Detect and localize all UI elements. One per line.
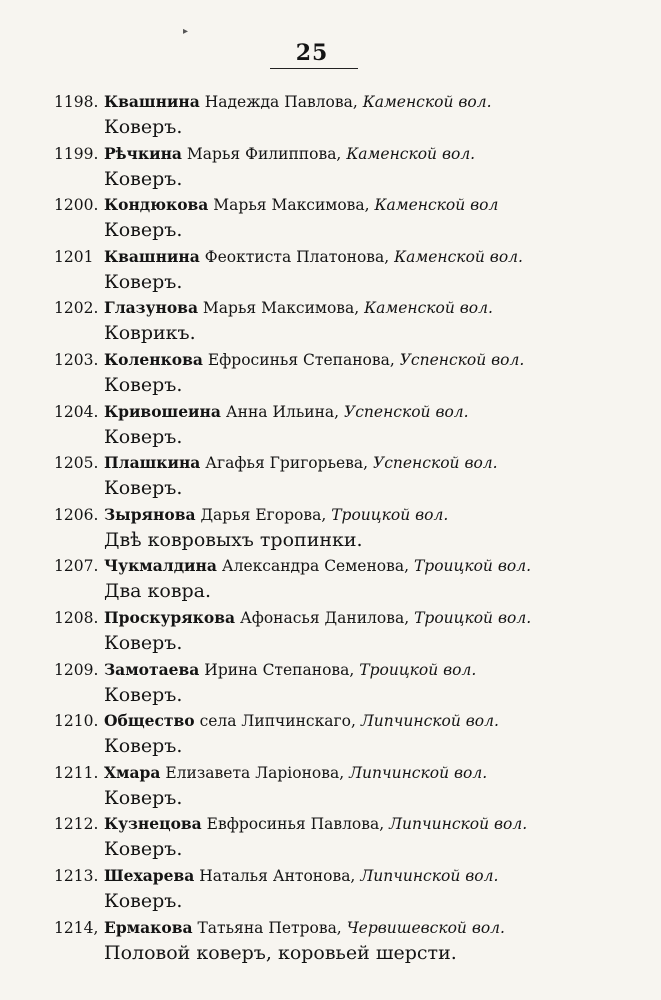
entry-heading (54, 296, 493, 320)
entry-number: 1206. (54, 505, 99, 524)
entry-heading (54, 503, 448, 527)
entry-heading (54, 761, 487, 785)
entry-heading (54, 658, 476, 682)
entry-item: Два ковра. (104, 580, 212, 603)
entry-name-rest: Ефросинья Степанова, (207, 351, 395, 369)
entry-name-rest: Надежда Павлова, (204, 93, 358, 111)
page-number-rule (270, 68, 358, 69)
entry-item: Ковeръ. (104, 786, 183, 809)
entry-number: 1201 (54, 247, 94, 266)
entry-surname: Чукмалдина (104, 556, 217, 576)
catalog-entry (0, 761, 661, 815)
entry-surname: Общество (104, 711, 195, 731)
entry-surname: Квашнина (104, 92, 200, 111)
entry-item: Ковeръ. (104, 219, 183, 242)
entry-item: Ковeръ. (104, 735, 183, 758)
entry-surname: Замотаева (104, 659, 200, 679)
entry-number: 1210. (54, 712, 99, 731)
entry-item: Ковeръ. (104, 116, 183, 138)
entry-number: 1208. (54, 609, 99, 627)
entry-volost: Липчинской вол. (360, 712, 499, 731)
entry-surname: Коленкова (104, 350, 203, 369)
catalog-entry (0, 348, 661, 402)
entry-volost: Троицкой вол. (413, 557, 531, 576)
entry-name-rest: Феоктиста Платонова, (204, 247, 390, 266)
catalog-entry (0, 245, 661, 299)
entry-volost: Каменской вол. (394, 247, 523, 266)
entry-name-rest: Елизавета Ларіонова, (165, 763, 345, 782)
entry-item: Половой ковeръ, коровьей шерсти. (104, 941, 457, 964)
entry-surname: Квашнина (104, 246, 200, 266)
entry-name-rest: Афонасья Данилова, (239, 609, 410, 627)
entry-heading (54, 348, 524, 372)
entry-volost: Червишевской вол. (346, 918, 505, 937)
entry-surname: Кондюкова (104, 195, 209, 215)
entry-volost: Каменской вол. (346, 144, 476, 163)
entry-name-rest: Анна Ильина, (225, 402, 340, 421)
entry-volost: Троицкой вол. (414, 609, 532, 627)
entry-volost: Липчинской вол. (389, 815, 528, 834)
entry-item: Ковeръ. (104, 270, 183, 293)
entry-volost: Липчинской вол. (349, 763, 488, 782)
entry-name-rest: Ирина Степанова, (204, 660, 355, 679)
entry-volost: Успенской вол. (399, 351, 525, 369)
catalog-entry (0, 296, 661, 350)
catalog-entry (0, 658, 661, 712)
entry-volost: Успенской вол. (373, 454, 498, 473)
entry-number: 1211. (54, 763, 99, 782)
entry-name-rest: Татьяна Петрова, (197, 918, 342, 937)
entry-number: 1198. (54, 93, 99, 111)
entry-name-rest: Александра Семенова, (221, 557, 410, 576)
entry-item: Коврикъ. (104, 322, 196, 345)
catalog-entry (0, 864, 661, 918)
entry-number: 1205. (54, 454, 99, 473)
catalog-entry (0, 400, 661, 454)
catalog-entry (0, 193, 661, 247)
entry-volost: Каменской вол (374, 196, 499, 215)
entry-surname: Ермакова (104, 917, 193, 937)
entry-heading (54, 864, 498, 888)
entry-number: 1207. (54, 557, 99, 576)
catalog-entry (0, 812, 661, 866)
entry-item: Ковeръ. (104, 477, 183, 500)
entry-number: 1203. (54, 351, 99, 369)
entry-surname: Шехарева (104, 866, 195, 885)
entry-item: Ковeръ. (104, 838, 183, 861)
entry-surname: Кривошеина (104, 401, 221, 421)
entry-heading (54, 90, 492, 114)
entry-number: 1200. (54, 196, 99, 215)
entry-heading (54, 709, 499, 733)
entry-volost: Успенской вол. (344, 402, 469, 421)
entry-name-rest: Марья Филиппова, (186, 144, 342, 163)
entry-heading (54, 812, 527, 836)
entry-name-rest: Евфросинья Павлова, (206, 815, 385, 834)
catalog-entry (0, 90, 661, 144)
entry-name-rest: Марья Максимова, (202, 299, 360, 318)
entry-number: 1213. (54, 867, 99, 885)
entry-name-rest: села Липчинскаго, (199, 712, 356, 731)
catalog-entry (0, 142, 661, 196)
entry-item: Ковeръ. (104, 167, 183, 190)
entry-volost: Липчинской вол. (360, 867, 499, 885)
entry-name-rest: Наталья Антонова, (199, 867, 356, 885)
catalog-entry (0, 554, 661, 608)
catalog-entry (0, 606, 661, 660)
entry-item: Ковeръ. (104, 890, 183, 912)
entry-item: Ковeръ. (104, 632, 183, 654)
entry-name-rest: Марья Максимова, (213, 196, 370, 215)
entry-heading (54, 142, 475, 166)
entry-heading (54, 193, 498, 217)
entry-item: Двѣ ковровыхъ тропинки. (104, 528, 363, 551)
entry-surname: Зырянова (104, 504, 196, 524)
entry-surname: Проскурякова (104, 608, 236, 627)
entry-surname: Кузнецова (104, 814, 202, 834)
catalog-entry (0, 916, 661, 970)
entry-heading (54, 606, 531, 630)
catalog-entry (0, 503, 661, 557)
entry-heading (54, 554, 531, 578)
entry-surname: Плашкина (104, 453, 201, 473)
page-number: 25 (295, 40, 329, 66)
entry-surname: Глазунова (104, 298, 198, 318)
entry-volost: Троицкой вол. (359, 660, 477, 679)
entry-number: 1212. (54, 815, 99, 834)
entry-heading (54, 245, 523, 269)
entry-name-rest: Дарья Егорова, (200, 505, 327, 524)
entry-heading (54, 400, 469, 424)
catalog-entry (0, 451, 661, 505)
ink-mark: ▸ (183, 26, 189, 37)
entry-surname: Рѣчкина (104, 143, 182, 163)
entry-heading (54, 916, 505, 940)
catalog-entry (0, 709, 661, 763)
entry-item: Ковeръ. (104, 374, 183, 396)
entry-name-rest: Агафья Григорьева, (205, 454, 369, 473)
entry-number: 1214, (54, 918, 99, 937)
entry-volost: Каменской вол. (364, 299, 493, 318)
entry-number: 1199. (54, 144, 99, 163)
entry-number: 1204. (54, 402, 99, 421)
entry-item: Ковeръ. (104, 683, 183, 706)
entry-volost: Каменской вол. (362, 93, 492, 111)
entry-heading (54, 451, 498, 475)
entry-surname: Хмара (104, 762, 161, 782)
entry-number: 1209. (54, 660, 99, 679)
entry-volost: Троицкой вол. (331, 505, 449, 524)
entry-number: 1202. (54, 299, 99, 318)
entry-item: Ковeръ. (104, 425, 183, 448)
